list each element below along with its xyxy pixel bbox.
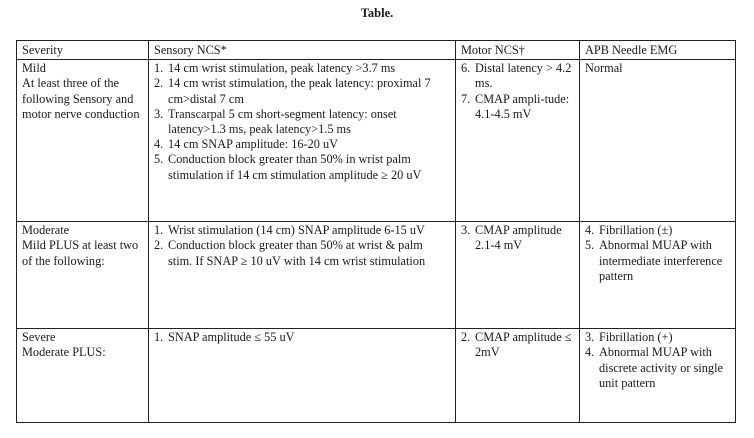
criterion-number: 2.	[154, 76, 164, 91]
criterion-text: 14 cm wrist stimulation, peak latency >3.7 ms	[168, 61, 396, 76]
criterion-number: 5.	[585, 238, 595, 253]
severity-table	[16, 40, 736, 423]
motor-criteria-list	[461, 330, 574, 360]
criterion-text: Distal latency > 4.2 ms.	[475, 61, 572, 91]
criterion-item	[461, 61, 574, 91]
sensory-criteria-list	[154, 223, 450, 269]
header-motor-ncs: Motor NCS†	[456, 41, 580, 60]
severity-description: Mild PLUS at least two of the following:	[22, 238, 139, 268]
criterion-item	[154, 137, 450, 152]
criterion-number: 3.	[585, 330, 595, 345]
severity-description: At least three of the following Sensory and motor nerve conduction	[22, 76, 140, 121]
severity-cell	[17, 222, 149, 329]
sensory-cell	[149, 222, 456, 329]
severity-description: Moderate PLUS:	[22, 345, 106, 360]
criterion-text: Wrist stimulation (14 cm) SNAP amplitude 6-15 uV	[168, 223, 425, 238]
criterion-text: Fibrillation (+)	[599, 330, 673, 345]
criterion-number: 4.	[585, 223, 595, 238]
criterion-text: 14 cm SNAP amplitude: 16-20 uV	[168, 137, 338, 152]
motor-criteria-list	[461, 223, 574, 253]
criterion-item	[154, 223, 450, 238]
severity-name: Severe	[22, 330, 56, 345]
criterion-number: 4.	[154, 137, 164, 152]
criterion-text: Transcarpal 5 cm short-segment latency: onset latency>1.3 ms, peak latency>1.5 ms	[168, 106, 397, 137]
header-severity: Severity	[17, 41, 149, 60]
criterion-text: Abnormal MUAP with discrete activity or single unit pattern	[599, 345, 723, 390]
criterion-item	[585, 345, 730, 391]
criterion-number: 1.	[154, 61, 164, 76]
criterion-item	[154, 152, 450, 182]
criterion-item	[585, 330, 730, 345]
criterion-number: 1.	[154, 223, 164, 238]
criterion-number: 2.	[461, 330, 471, 345]
criterion-number: 6.	[461, 61, 471, 76]
criterion-text: Conduction block greater than 50% in wrist palm stimulation if 14 cm stimulation amplitude ≥ 20 uV	[168, 152, 422, 182]
criterion-item	[585, 223, 730, 238]
emg-criteria-list	[585, 330, 730, 391]
header-row	[17, 41, 736, 60]
motor-cell	[456, 60, 580, 222]
criterion-item	[461, 223, 574, 253]
sensory-cell	[149, 329, 456, 423]
emg-cell	[580, 222, 736, 329]
criterion-text: CMAP ampli-tude: 4.1-4.5 mV	[475, 91, 570, 121]
sensory-cell	[149, 60, 456, 222]
criterion-number: 5.	[154, 152, 164, 167]
criterion-number: 2.	[154, 238, 164, 253]
criterion-item	[461, 330, 574, 360]
criterion-text: CMAP amplitude ≤ 2mV	[475, 330, 572, 360]
table-title: Table.	[360, 6, 394, 20]
motor-cell	[456, 329, 580, 423]
criterion-text: 14 cm wrist stimulation, the peak latency: proximal 7 cm>distal 7 cm	[168, 76, 431, 106]
emg-criteria-list	[585, 223, 730, 284]
criterion-item	[154, 107, 450, 137]
severity-cell	[17, 329, 149, 423]
criterion-number: 3.	[154, 106, 164, 121]
emg-cell	[580, 329, 736, 423]
motor-criteria-list	[461, 61, 574, 122]
criterion-item	[461, 92, 574, 122]
header-apb-needle-emg: APB Needle EMG	[580, 41, 736, 60]
severity-name: Mild	[22, 61, 46, 76]
criterion-item	[154, 61, 450, 76]
emg-text: Normal	[585, 61, 623, 76]
severity-cell	[17, 60, 149, 222]
criterion-text: Conduction block greater than 50% at wrist & palm stim. If SNAP ≥ 10 uV with 14 cm wrist stimulation	[168, 238, 426, 268]
sensory-criteria-list	[154, 330, 450, 345]
header-sensory-ncs: Sensory NCS*	[149, 41, 456, 60]
criterion-text: Fibrillation (±)	[599, 223, 673, 238]
motor-cell	[456, 222, 580, 329]
row-severe	[17, 329, 736, 423]
criterion-text: CMAP amplitude 2.1-4 mV	[475, 223, 562, 253]
criterion-text: SNAP amplitude ≤ 55 uV	[168, 330, 295, 345]
criterion-text: Abnormal MUAP with intermediate interference pattern	[599, 238, 723, 283]
sensory-criteria-list	[154, 61, 450, 183]
criterion-item	[154, 238, 450, 268]
criterion-number: 3.	[461, 223, 471, 238]
row-moderate	[17, 222, 736, 329]
criterion-number: 7.	[461, 91, 471, 106]
severity-name: Moderate	[22, 223, 70, 238]
row-mild	[17, 60, 736, 222]
criterion-item	[585, 238, 730, 284]
criterion-number: 4.	[585, 345, 595, 360]
criterion-number: 1.	[154, 330, 164, 345]
criterion-item	[154, 330, 450, 345]
emg-cell	[580, 60, 736, 222]
criterion-item	[154, 76, 450, 106]
